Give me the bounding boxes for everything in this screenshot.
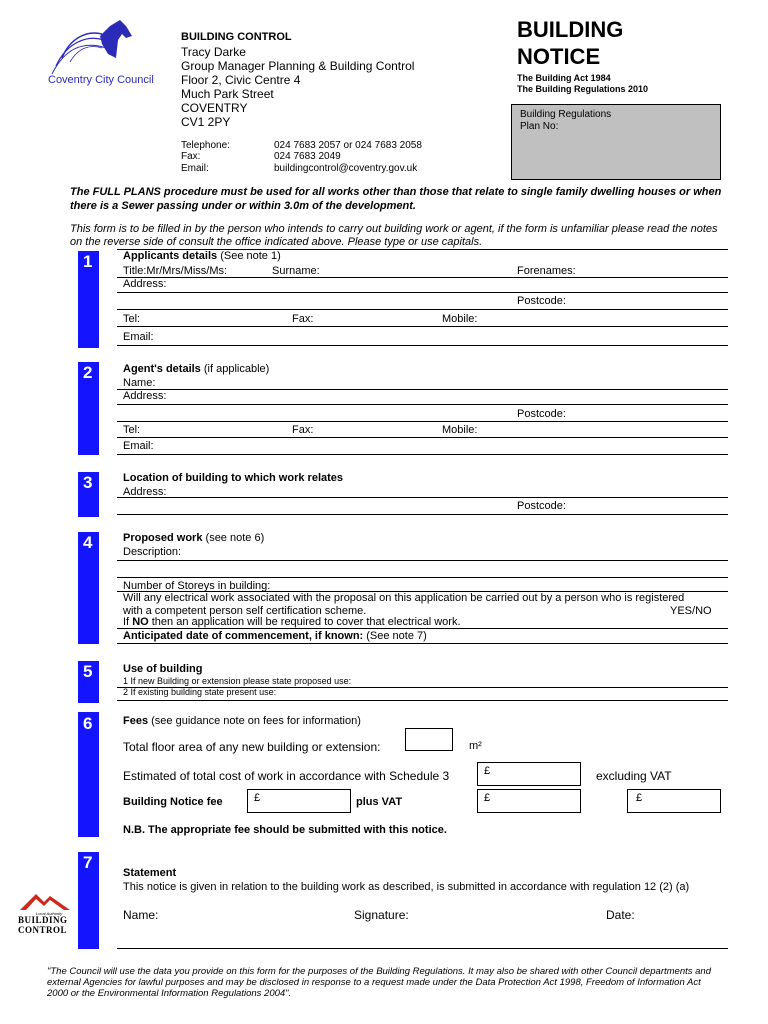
fees-heading: Fees: [123, 715, 149, 727]
fax-value: 024 7683 2049: [274, 151, 341, 162]
agent-name-label: Name:: [123, 377, 156, 389]
telephone-label: Telephone:: [181, 140, 230, 151]
section-7-number: 7: [83, 853, 93, 872]
act-1984: The Building Act 1984: [517, 73, 611, 83]
section-4-heading: [123, 532, 264, 544]
forenames-label: Forenames:: [517, 265, 576, 277]
applicants-note: (See note 1): [220, 250, 281, 262]
notice-fee-currency: £: [254, 792, 261, 804]
yes-no-option[interactable]: YES/NO: [670, 605, 712, 617]
section-5-heading: Use of building: [123, 663, 203, 675]
plan-no-label: Plan No:: [520, 121, 559, 132]
agent-fax-label: Fax:: [292, 424, 314, 436]
estimated-cost-currency: £: [484, 765, 491, 777]
present-use-label: 2 If existing building state present use:: [123, 687, 277, 697]
regs-label: Building Regulations: [520, 109, 612, 120]
agent-note: (if applicable): [203, 363, 270, 375]
bc-logo-line-2: CONTROL: [18, 925, 68, 935]
total-fee-input[interactable]: [627, 789, 721, 813]
applicant-address-label: Address:: [123, 278, 167, 290]
agent-address-label: Address:: [123, 390, 167, 402]
section-4-number: 4: [83, 533, 93, 552]
address-line-2: Much Park Street: [181, 87, 274, 101]
floor-area-label: Total floor area of any new building or extension:: [123, 740, 381, 754]
telephone-value: 024 7683 2057 or 024 7683 2058: [274, 140, 422, 151]
address-postcode: CV1 2PY: [181, 115, 231, 129]
statement-text: This notice is given in relation to the building work as described, is submitted in accordance with regulation 12 (2) (a): [123, 881, 690, 893]
section-5-number: 5: [83, 662, 93, 681]
title-label: Title:Mr/Mrs/Miss/Ms:: [123, 265, 228, 277]
estimated-cost-input[interactable]: [477, 762, 581, 786]
if-no-rest: then an application will be required to cover that electrical work.: [151, 616, 461, 628]
applicants-heading: Applicants details: [123, 250, 218, 262]
location-postcode-label: Postcode:: [517, 500, 566, 512]
full-plans-warning: The FULL PLANS procedure must be used for all works other than those that relate to single family dwelling houses or when there is a Sewer passing under or within 3.0m of the development.: [70, 186, 722, 212]
description-label: Description:: [123, 546, 182, 558]
if-word: If: [123, 616, 130, 628]
section-1-number: 1: [83, 252, 93, 271]
email-label: Email:: [181, 163, 209, 174]
section-2-number: 2: [83, 363, 93, 382]
date-label: Date:: [606, 908, 635, 922]
vat-amount-currency: £: [484, 792, 491, 804]
fax-label: Fax:: [181, 151, 201, 162]
commencement-note: (See note 7): [366, 630, 427, 642]
electrical-line-2: with a competent person self certification scheme.: [123, 605, 367, 617]
notice-fee-label: Building Notice fee: [123, 796, 223, 808]
address-line-1: Floor 2, Civic Centre 4: [181, 73, 301, 87]
proposed-work-heading: Proposed work: [123, 532, 203, 544]
data-protection-notice: "The Council will use the data you provide on this form for the purposes of the Building Regulations. It may also be shared with other Council departments and external Agencies for lawful purposes and may be disclosed in response to a request made under the Data Protection Act 1998, Freedom of Information Act 2000 or the Environmental Information Regulations 2004".: [47, 966, 711, 999]
plus-vat-label: plus VAT: [356, 796, 403, 808]
agent-tel-label: Tel:: [123, 424, 141, 436]
total-fee-currency: £: [636, 792, 643, 804]
form-title-line-1: BUILDING: [517, 17, 624, 42]
signature-label: Signature:: [354, 908, 409, 922]
applicant-tel-label: Tel:: [123, 313, 141, 325]
notice-fee-input[interactable]: [247, 789, 351, 813]
excluding-vat-label: excluding VAT: [596, 769, 672, 783]
bc-logo-line-1: BUILDING: [18, 915, 68, 925]
electrical-line-1: Will any electrical work associated with the proposal on this application be carried out by a person who is registered: [123, 592, 685, 604]
section-2-heading: [123, 363, 269, 375]
vat-amount-input[interactable]: [477, 789, 581, 813]
commencement-text: Anticipated date of commencement, if known:: [123, 630, 364, 642]
no-word: NO: [132, 616, 149, 628]
proposed-work-note: (see note 6): [205, 532, 265, 544]
estimated-cost-label: Estimated of total cost of work in accordance with Schedule 3: [123, 769, 450, 783]
applicant-email-label: Email:: [123, 331, 154, 343]
section-3-number: 3: [83, 473, 93, 492]
address-city: COVENTRY: [181, 101, 248, 115]
coventry-logo: [42, 18, 172, 90]
floor-area-input[interactable]: [405, 728, 453, 751]
floor-area-unit: m²: [469, 740, 482, 752]
fee-nb-note: N.B. The appropriate fee should be submitted with this notice.: [123, 824, 447, 836]
bc-logo-small-text: Local Authority: [36, 911, 63, 916]
agent-mobile-label: Mobile:: [442, 424, 478, 436]
regulations-2010: The Building Regulations 2010: [517, 84, 649, 94]
house-roof-icon: [16, 890, 74, 912]
surname-label: Surname:: [272, 265, 320, 277]
section-3-heading: Location of building to which work relates: [123, 472, 344, 484]
section-1-heading: [123, 250, 281, 262]
office-heading: BUILDING CONTROL: [181, 31, 292, 43]
agent-postcode-label: Postcode:: [517, 408, 566, 420]
contact-title: Group Manager Planning & Building Control: [181, 59, 415, 73]
agent-heading: Agent's details: [123, 363, 201, 375]
email-value[interactable]: buildingcontrol@coventry.gov.uk: [274, 163, 418, 174]
section-7-heading: Statement: [123, 867, 177, 879]
proposed-use-label: 1 If new Building or extension please state proposed use:: [123, 676, 352, 686]
instructions-text: This form is to be filled in by the person who intends to carry out building work or agent, if the form is unfamiliar please read the notes on the reverse side of consult the office indicated above. Please type or use capitals.: [70, 223, 718, 248]
contact-name: Tracy Darke: [181, 45, 246, 59]
statement-name-label: Name:: [123, 908, 159, 922]
council-logo-text: Coventry City Council: [48, 74, 154, 86]
applicant-fax-label: Fax:: [292, 313, 314, 325]
storeys-label: Number of Storeys in building:: [123, 580, 271, 592]
commencement-label: [123, 630, 427, 642]
fees-note: (see guidance note on fees for information): [151, 715, 361, 727]
agent-email-label: Email:: [123, 440, 154, 452]
section-6-number: 6: [83, 714, 93, 733]
applicant-postcode-label: Postcode:: [517, 295, 566, 307]
section-6-heading: [123, 715, 361, 727]
location-address-label: Address:: [123, 486, 167, 498]
plan-number-box[interactable]: [511, 104, 721, 180]
electrical-if-no: [123, 616, 461, 628]
applicant-mobile-label: Mobile:: [442, 313, 478, 325]
building-control-logo: [16, 890, 74, 940]
form-title-line-2: NOTICE: [517, 44, 601, 69]
